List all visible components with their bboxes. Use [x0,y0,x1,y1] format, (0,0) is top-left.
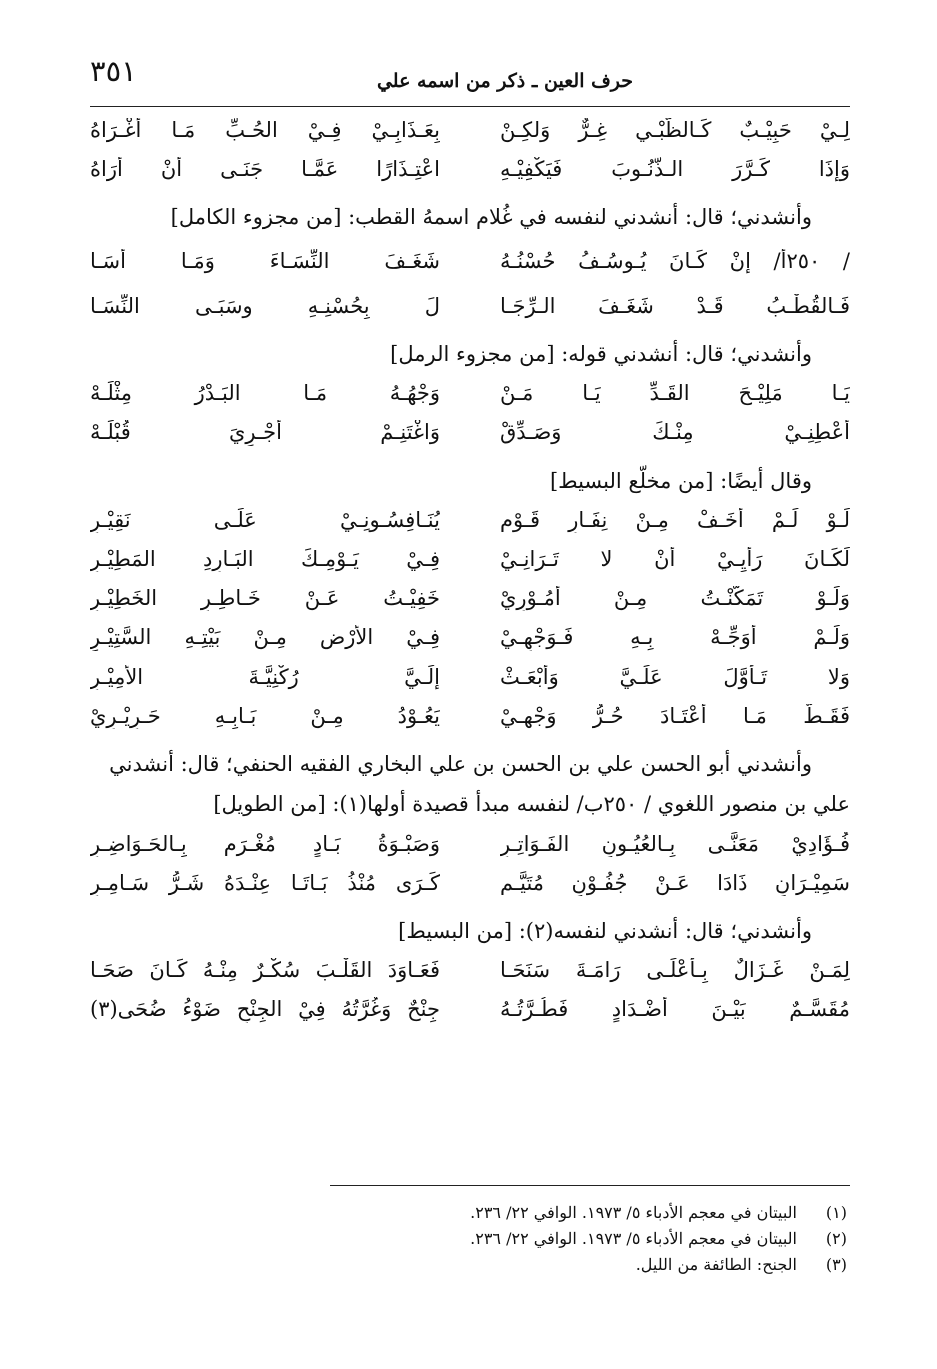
verse-first-hemistich: وَلَـمْ أُوَجِّـهْ بِـهِ فَـوَجْهِـيْ [500,625,850,650]
verse-second-hemistich: يُنَـافِسُـونِـيْ عَلَـى نَقِيْـرِ [90,507,440,532]
verse [90,294,850,319]
verse-second-hemistich: خَفِيْـتُ عَـنْ خَـاطِـرِ الخَطِيْـرِ [90,586,440,611]
header-rule [90,106,850,107]
verse-second-hemistich: جِنْحٌ وَغُرَّتُهُ فِيْ الجِنْحِ ضَوْءُ ضُحَى(٣) [90,997,440,1022]
verse-first-hemistich: لِـيْ حَبِيْـبٌ كَـالظَّبْـيِ غِـرٌّ وَلكِـنْ [500,118,850,142]
verse-first-hemistich: وَإذَا كَـرَّرَ الـذُّنُـوبَ فَيَكْفِيْـهِ [500,157,850,182]
footnote-number: (٣) [825,1255,847,1274]
verse-first-hemistich: سَمِيْـرَانِ ذَادَا عَـنْ جُفُـوْنِ مُتَيَّـمٍ [500,870,850,895]
verse-first-hemistich: لَكَـانَ رَأيِـيْ أنْ لا تَـرَانِـيْ [500,547,850,572]
prose-line: وقال أيضًا: [من مخلّع البسيط] [549,468,812,493]
verse [90,832,850,857]
prose-line: وأنشدني؛ قال: أنشدني لنفسه(٢): [من البسيط] [398,918,812,943]
verse-second-hemistich: وَاغْتَنِـمْ أجْـرِيَ قُبْلَـهْ [90,420,440,445]
footnote [247,1226,847,1252]
prose-line: علي بن منصور اللغوي / ٢٥٠ب/ لنفسه مبدأ قصيدة أولها(١): [من الطويل] [213,792,850,817]
footnote-text: الجنح: الطائفة من الليل. [635,1255,797,1274]
verse-first-hemistich: فَـالقُطْـبُ قَـدْ شَغَـفَ الـرِّجَـا [500,293,850,318]
footnote-number: (١) [825,1203,847,1222]
page-body [90,118,850,1023]
verse [90,625,850,650]
page-header [90,52,850,112]
verse-first-hemistich: مُقَسَّـمٌ بَيْـنَ أضْـدَادٍ فَطُـرَّتُـهُ [500,997,850,1022]
verse [90,547,850,572]
verse [90,420,850,445]
verse-second-hemistich: لَ بِحُسْنِـهِ وسَبَـى النِّسَـا [90,293,440,318]
verse [90,586,850,611]
verse-second-hemistich: كَـرَى مُنْذُ بَـاتَـا عِنْـدَهُ شَـرُّ سَـامِـرِ [90,870,440,895]
verse-first-hemistich: أعْطِنِـيْ مِنْـكَ وَصَـدِّقْ [500,420,850,445]
footnote-rule [330,1185,850,1186]
verse-first-hemistich: فُـؤَادِيْ مَعَنَّـى بِـالعُيُـونِ الفَـوَاتِـرِ [500,831,850,856]
prose-line: وأنشدني؛ قال: أنشدني لنفسه في غُلام اسمهُ القطب: [من مجزوء الكامل] [170,205,812,230]
verse-second-hemistich: بِعَـذَابِـيْ فِـيْ الحُـبِّ مَـا أغْـرَاهُ [90,118,440,142]
footnote-text: البيتان في معجم الأدباء ٥/ ١٩٧٣. الوافي ٢٢/ ٢٣٦. [470,1229,797,1248]
verse-first-hemistich: / ٢٥٠أ/ إنْ كَـانَ يُـوسُـفُ حُسْنُـهُ [500,248,850,273]
footnote-text: البيتان في معجم الأدباء ٥/ ١٩٧٣. الوافي ٢٢/ ٢٣٦. [470,1203,797,1222]
verse-first-hemistich: فَقَـطُّ مَـا أعْتَـادَ حُـرُّ وَجْهِـيْ [500,703,850,728]
footnote-number: (٢) [825,1229,847,1248]
verse-first-hemistich: وَلا تَـأوَّلَ عَلَـيَّ وَأبْعَـثْ [500,664,850,689]
verse [90,118,850,143]
prose-line: وأنشدني؛ قال: أنشدني قوله: [من مجزوء الرمل] [390,342,812,366]
verse [90,665,850,690]
verse [90,249,850,274]
verse [90,508,850,533]
footnote [247,1252,847,1278]
verse-second-hemistich: اعْتِـذَارًا عَمَّـا جَنَـى أنْ أرَاهُ [90,157,440,182]
footnote [247,1200,847,1226]
verse [90,381,850,406]
verse [90,704,850,729]
prose-line: وأنشدني أبو الحسن علي بن الحسن بن علي البخاري الفقيه الحنفي؛ قال: أنشدني [109,752,812,776]
verse [90,997,850,1022]
verse-first-hemistich: لَـوْ لَـمْ أخَـفْ مِـنْ نِفَـارِ قَـوْمٍ [500,507,850,532]
verse-second-hemistich: شَغَـفَ النِّسَـاءَ وَمَـا أسَـا [90,248,440,273]
running-title: حرف العين ـ ذكر من اسمه علي [376,70,634,92]
verse-second-hemistich: وَصَبْـوَةُ بَـادٍ مُغْـرَمٍ بِـالحَـوَاضِـرِ [90,831,440,856]
verse [90,958,850,983]
verse-first-hemistich: لِمَـنْ غَـزَالٌ بِـأعْلَـى رَامَـةَ سَنَحَـا [500,958,850,983]
verse-second-hemistich: وَجْهُـهُ مَـا البَـدْرُ مِثْلَـهْ [90,381,440,406]
verse-first-hemistich: يَـا مَلِيْـحَ القَـدِّ يَـا مَـنْ [500,381,850,406]
verse [90,157,850,182]
verse-second-hemistich: فِـيْ يَـوْمِـكَ البَـارِدِ المَطِيْـرِ [90,547,440,572]
verse-second-hemistich: إلَـيَّ رُكْنِيَّـةَ الأمِيْـرِ [90,664,440,689]
page-number: ٣٥١ [90,54,137,88]
verse-first-hemistich: وَلَـوْ تَمَكَّنْـتُ مِـنْ أُمُـوْرِيْ [500,586,850,611]
verse-second-hemistich: فِـيْ الأرْضِ مِـنْ بَيْتِـهِ السَّتِيْـرِ [90,625,440,650]
verse [90,871,850,896]
verse-second-hemistich: فَعَـاوَدَ القَلْـبَ سُكْـرٌ مِنْـهُ كَـانَ صَحَـا [90,958,440,983]
verse-second-hemistich: يَعُـوْدُ مِـنْ بَـابِـهِ حَـرِيْـرِيْ [90,703,440,728]
footnotes [247,1200,847,1278]
